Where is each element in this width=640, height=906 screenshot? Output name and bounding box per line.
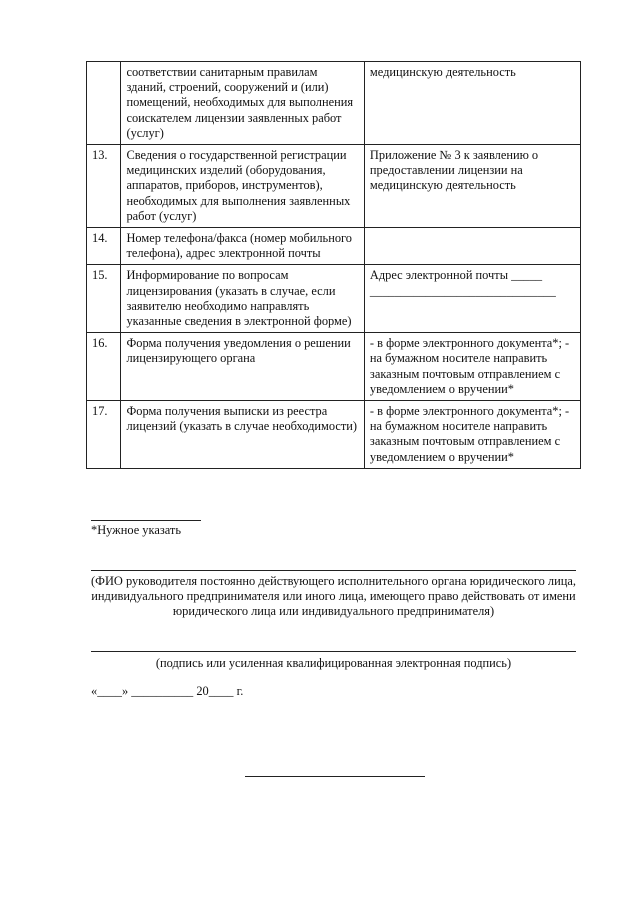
table-row (87, 333, 581, 401)
row-value: - в форме электронного документа*; - на бумажном носителе направить заказным почтовым отправлением с уведомлением о вручении* (364, 333, 580, 401)
table-row (87, 401, 581, 469)
table-row (87, 265, 581, 333)
row-value: - в форме электронного документа*; - на бумажном носителе направить заказным почтовым отправлением с уведомлением о вручении* (364, 401, 580, 469)
row-value: Приложение № 3 к заявлению о предоставлении лицензии на медицинскую деятельность (364, 145, 580, 228)
signature-line[interactable] (91, 651, 576, 652)
date-line: «____» __________ 20____ г. (91, 684, 244, 698)
row-description: Форма получения выписки из реестра лицензий (указать в случае необходимости) (121, 401, 364, 469)
row-value: медицинскую деятельность (364, 62, 580, 145)
signature-caption: (подпись или усиленная квалифицированная электронная подпись) (155, 656, 512, 670)
row-description: соответствии санитарным правилам зданий, строений, сооружений и (или) помещений, необходимых для выполнения соискателем лицензии заявленных работ (услуг) (121, 62, 364, 145)
row-description: Форма получения уведомления о решении лицензирующего органа (121, 333, 364, 401)
row-number (87, 62, 121, 145)
table-row (87, 62, 581, 145)
row-description: Сведения о государственной регистрации медицинских изделий (оборудования, аппаратов, приборов, инструментов), необходимых для выполнения заявленных работ (услуг) (121, 145, 364, 228)
table-row (87, 145, 581, 228)
application-table (86, 61, 581, 469)
row-number: 16. (87, 333, 121, 401)
row-description: Информирование по вопросам лицензирования (указать в случае, если заявителю необходимо направлять указанные сведения в электронной форме) (121, 265, 364, 333)
signatory-caption: (ФИО руководителя постоянно действующего исполнительного органа юридического лица, индивидуального предпринимателя или иного лица, имеющего право действовать от имени юридического лица или индивидуального предпринимателя) (91, 574, 576, 619)
row-number: 17. (87, 401, 121, 469)
footnote-rule (91, 520, 201, 521)
row-number: 14. (87, 228, 121, 265)
bottom-rule (245, 776, 425, 777)
signatory-name-line[interactable] (91, 570, 576, 571)
row-number: 15. (87, 265, 121, 333)
row-value[interactable]: Адрес электронной почты _____ ______________________________ (364, 265, 580, 333)
row-description: Номер телефона/факса (номер мобильного телефона), адрес электронной почты (121, 228, 364, 265)
table-row (87, 228, 581, 265)
row-value-empty[interactable] (364, 228, 580, 265)
footnote: *Нужное указать (91, 523, 181, 537)
row-number: 13. (87, 145, 121, 228)
